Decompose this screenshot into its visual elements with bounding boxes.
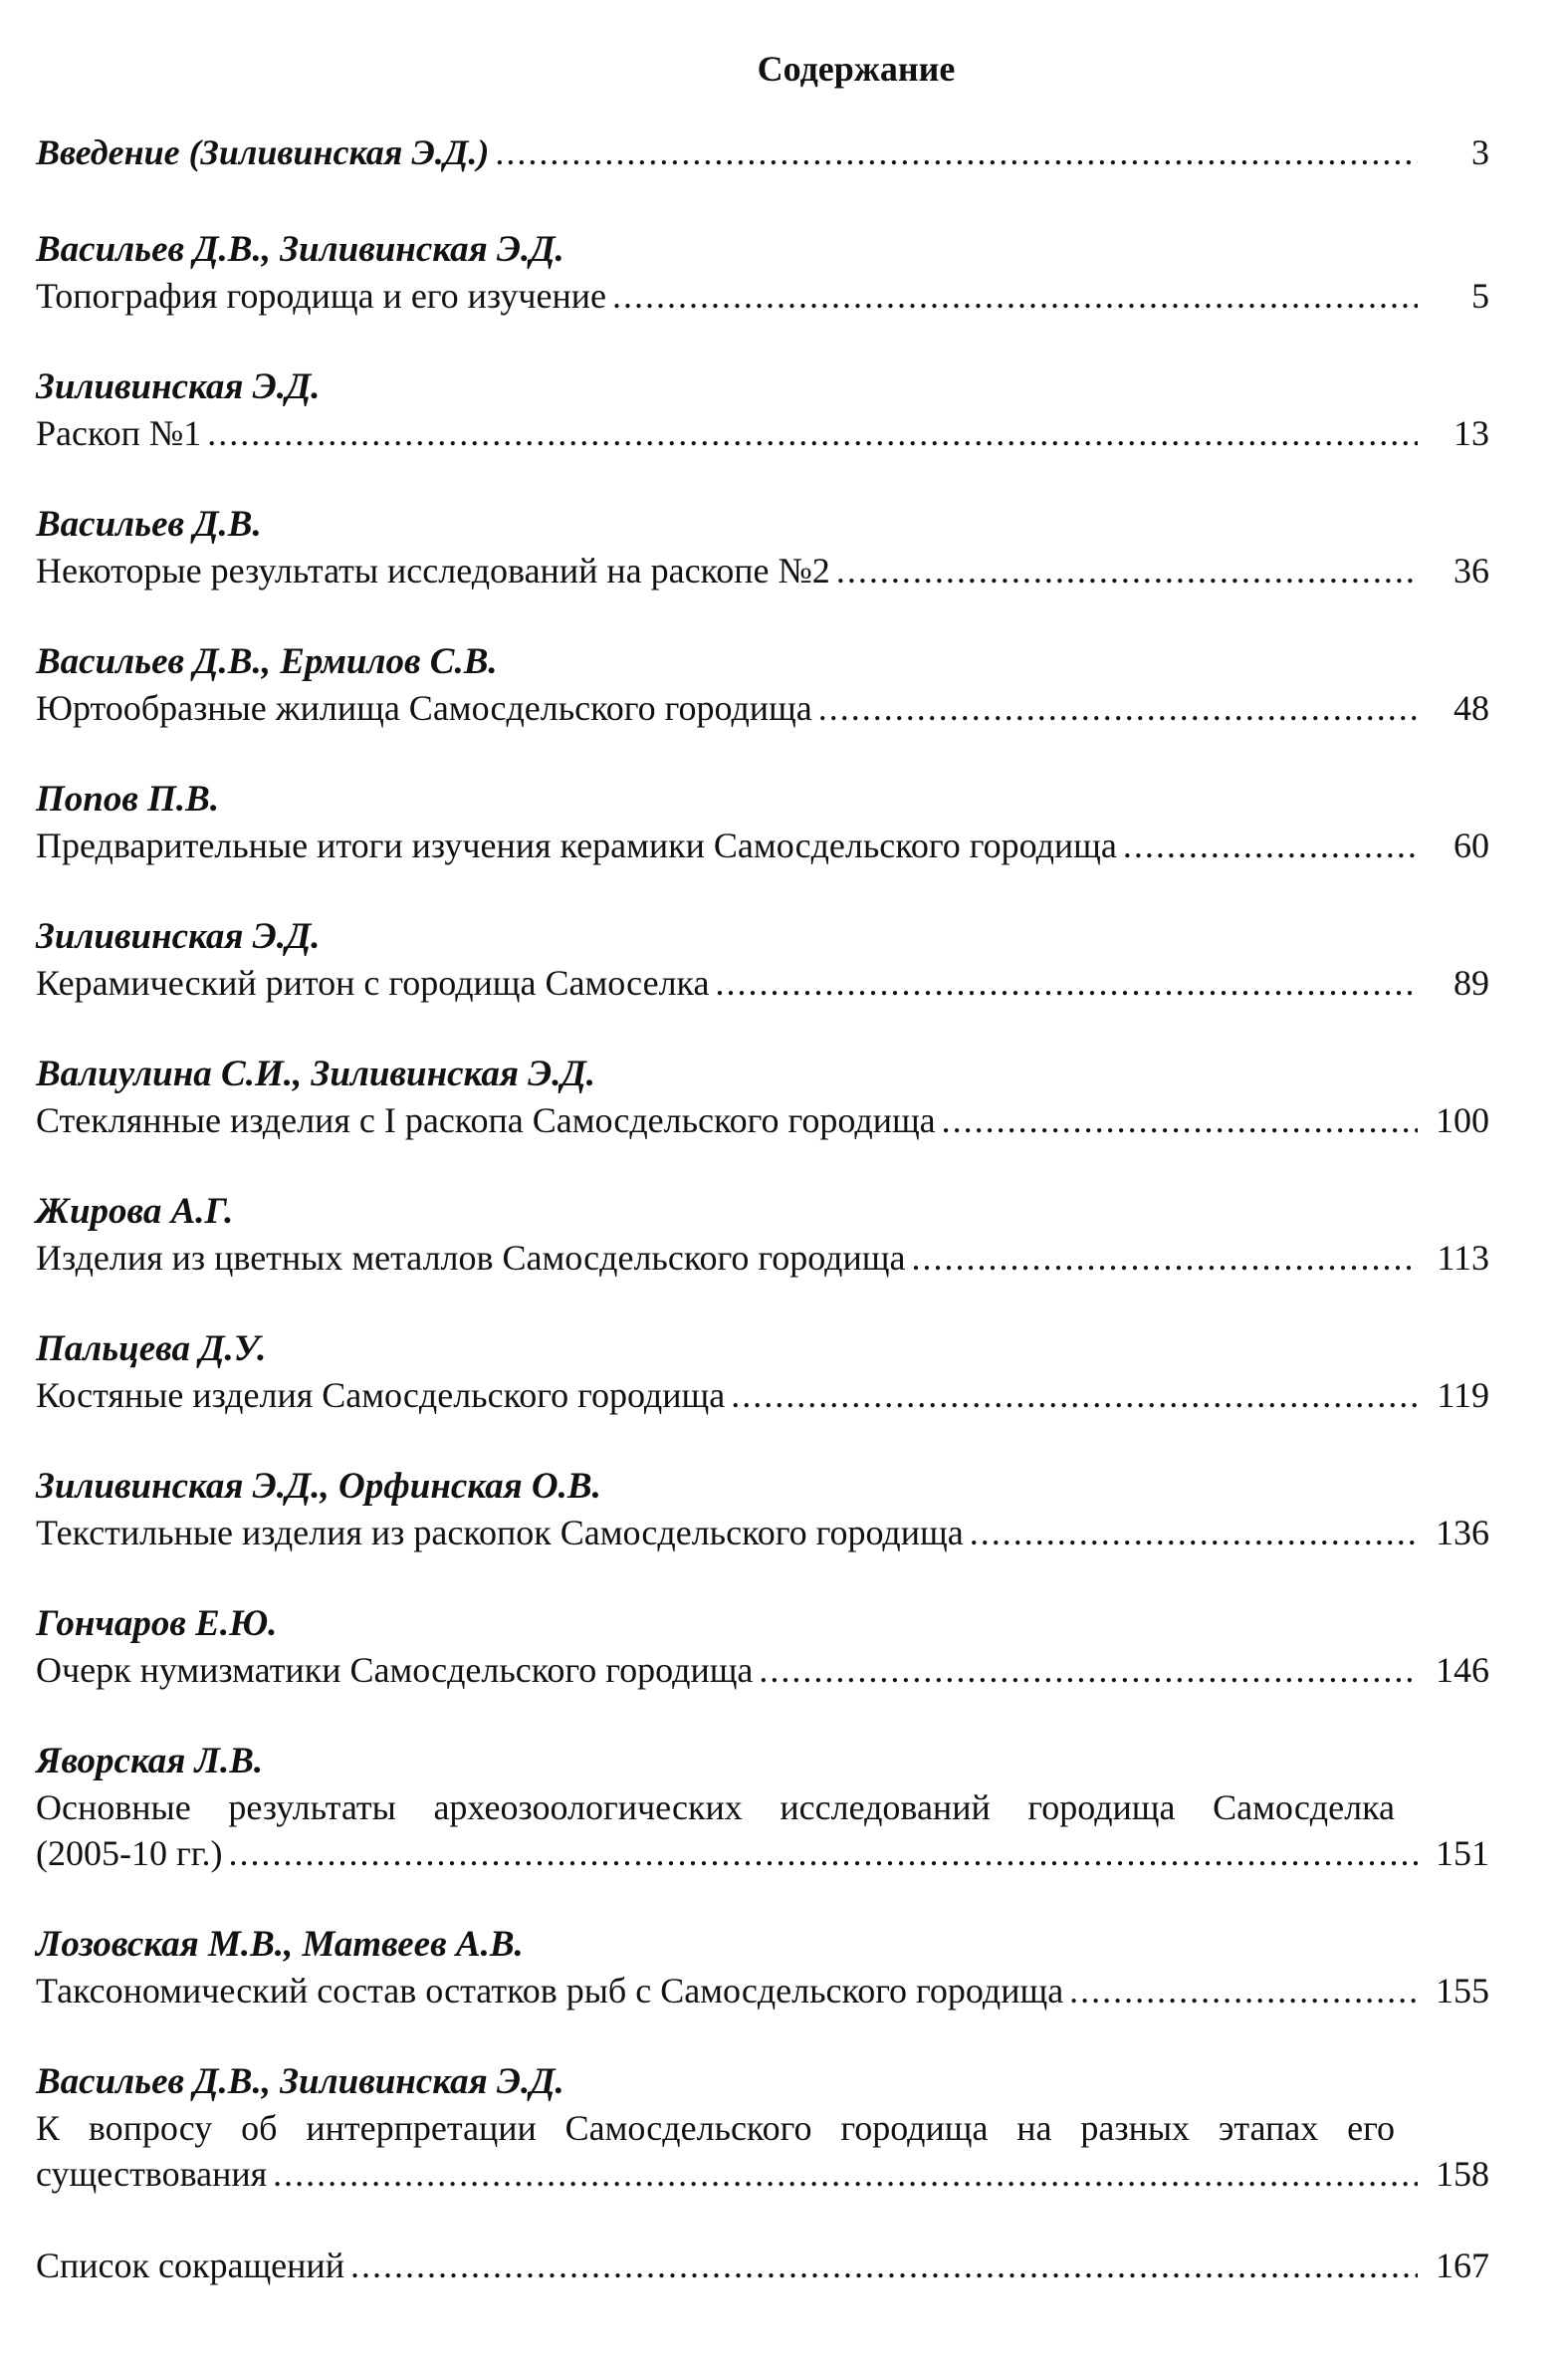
entry-title: Стеклянные изделия с I раскопа Самосдельского городища (36, 1100, 936, 1140)
page-number: 119 (1437, 1375, 1489, 1415)
page-number: 100 (1436, 1100, 1489, 1140)
leader-dots (1069, 1968, 1418, 2013)
entry-title: Керамический ритон с городища Самоселка (36, 963, 710, 1003)
toc-entry (36, 914, 1489, 1006)
page-number: 155 (1436, 1971, 1489, 2011)
entry-title: Юртообразные жилища Самосдельского городища (36, 688, 812, 728)
page-number: 36 (1454, 551, 1489, 591)
entry-title: Костяные изделия Самосдельского городища (36, 1375, 726, 1415)
entry-author: Васильев Д.В., Зиливинская Э.Д. (36, 229, 564, 270)
entry-title: Некоторые результаты исследований на раскопе №2 (36, 551, 830, 591)
leader-dots (911, 1235, 1418, 1281)
entry-author: Гончаров Е.Ю. (36, 1603, 278, 1644)
leader-dots (970, 1510, 1418, 1555)
entry-author: Лозовская М.В., Матвеев А.В. (36, 1924, 524, 1965)
page-number: 60 (1454, 826, 1489, 865)
leader-dots (207, 410, 1418, 456)
toc-entry (36, 227, 1489, 319)
leader-dots (818, 685, 1418, 731)
entry-title: Таксономический состав остатков рыб с Самосдельского городища (36, 1971, 1064, 2011)
entry-author: Васильев Д.В., Зиливинская Э.Д. (36, 2061, 564, 2102)
toc-entry (36, 1189, 1489, 1281)
toc-entry (36, 2059, 1489, 2197)
page-number: 5 (1471, 276, 1489, 316)
leader-dots (228, 1830, 1418, 1876)
page-number: 89 (1454, 963, 1489, 1003)
entry-title: Изделия из цветных металлов Самосдельского городища (36, 1238, 906, 1278)
toc-entry (36, 502, 1489, 593)
toc-entry (36, 129, 1489, 175)
page-number: 48 (1454, 688, 1489, 728)
toc-entry (36, 1922, 1489, 2013)
toc-entry (36, 1739, 1489, 1876)
entry-title: Раскоп №1 (36, 413, 202, 453)
toc-entry (36, 777, 1489, 868)
page-number: 136 (1436, 1513, 1489, 1552)
entry-title: Текстильные изделия из раскопок Самосдельского городища (36, 1513, 964, 1552)
toc-entry (36, 2243, 1489, 2288)
entry-title: Очерк нумизматики Самосдельского городища (36, 1650, 754, 1690)
toc-entry (36, 1464, 1489, 1555)
toc-entry (36, 1326, 1489, 1418)
leader-dots (759, 1647, 1418, 1693)
toc-entry (36, 1601, 1489, 1693)
entry-title: Введение (Зиливинская Э.Д.) (36, 132, 490, 172)
page-number: 158 (1436, 2154, 1489, 2194)
toc-entry (36, 639, 1489, 731)
leader-dots (715, 960, 1418, 1006)
leader-dots (495, 129, 1418, 175)
page-title: Содержание (757, 49, 956, 89)
entry-author: Валиулина С.И., Зиливинская Э.Д. (36, 1054, 596, 1094)
page-number: 151 (1436, 1833, 1489, 1873)
leader-dots (612, 273, 1418, 319)
entry-title-line1: Основные результаты археозоологических исследований городища Самосделка (36, 1787, 1395, 1827)
toc-entry (36, 1052, 1489, 1143)
page-number: 167 (1436, 2246, 1489, 2285)
entry-title-line1: К вопросу об интерпретации Самосдельского городища на разных этапах его (36, 2108, 1395, 2148)
page-number: 146 (1436, 1650, 1489, 1690)
page-number: 13 (1454, 413, 1489, 453)
entry-author: Попов П.В. (36, 779, 220, 820)
entry-author: Зиливинская Э.Д., Орфинская О.В. (36, 1466, 601, 1507)
toc-entry (36, 364, 1489, 456)
leader-dots (273, 2151, 1418, 2197)
entry-title: существования (36, 2154, 268, 2194)
entry-author: Зиливинская Э.Д. (36, 916, 321, 957)
entry-title: Топография городища и его изучение (36, 276, 606, 316)
entry-title: Предварительные итоги изучения керамики Самосдельского городища (36, 826, 1117, 865)
page-number: 3 (1471, 132, 1489, 172)
leader-dots (942, 1097, 1418, 1143)
entry-title: (2005-10 гг.) (36, 1833, 223, 1873)
leader-dots (836, 548, 1418, 593)
entry-author: Васильев Д.В. (36, 504, 262, 545)
entry-author: Жирова А.Г. (36, 1191, 234, 1232)
leader-dots (350, 2243, 1418, 2288)
toc-list (36, 129, 1489, 2334)
page-number: 113 (1437, 1238, 1489, 1278)
entry-author: Васильев Д.В., Ермилов С.В. (36, 641, 498, 682)
entry-author: Яворская Л.В. (36, 1741, 264, 1781)
entry-author: Зиливинская Э.Д. (36, 366, 321, 407)
leader-dots (1123, 823, 1418, 868)
entry-author: Пальцева Д.У. (36, 1328, 267, 1369)
leader-dots (731, 1372, 1418, 1418)
entry-title: Список сокращений (36, 2246, 344, 2285)
